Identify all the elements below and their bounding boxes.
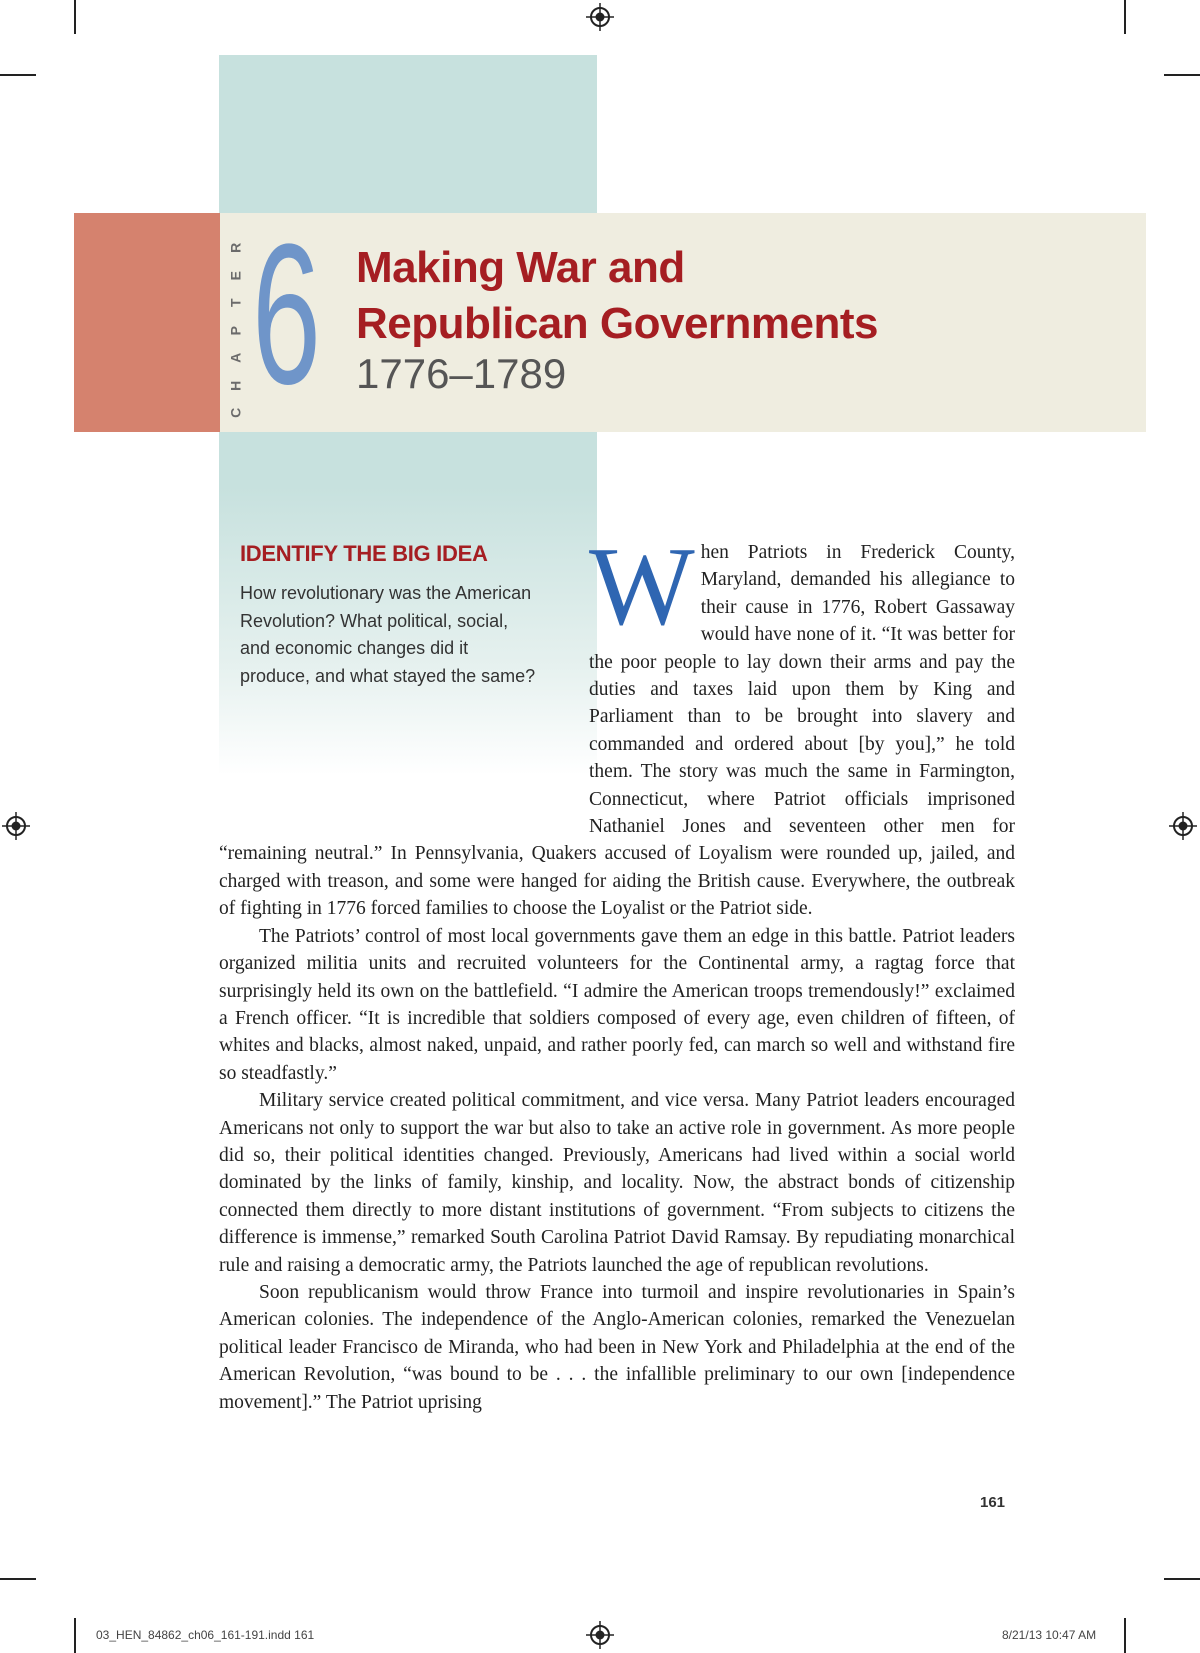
- chapter-title: [356, 240, 1116, 352]
- body-paragraph-4: Soon republicanism would throw France into turmoil and inspire revolutionaries in Spain’s American colonies. The independence of the Anglo-American colonies, remarked the Venezuelan political leader Francisco de Miranda, who had been in New York and Philadelphia at the end of the American Revolution, “was bound to be . . . the infallible preliminary to our own [independence movement].” The Patriot uprising: [219, 1281, 1015, 1413]
- registration-mark-icon: [2, 812, 30, 840]
- chapter-title-line-2: Republican Governments: [356, 299, 879, 348]
- chapter-label: [224, 234, 248, 427]
- chapter-label-letter: C: [227, 407, 244, 418]
- big-idea-heading: IDENTIFY THE BIG IDEA: [240, 541, 488, 566]
- slug-right: 8/21/13 10:47 AM: [1002, 1628, 1097, 1642]
- crop-mark-bottom-left-h: [0, 1578, 36, 1580]
- slug-left: 03_HEN_84862_ch06_161-191.indd 161: [96, 1628, 315, 1642]
- chapter-number: 6: [252, 203, 321, 426]
- body-paragraph-3: Military service created political commitment, and vice versa. Many Patriot leaders encouraged Americans not only to support the war but also to take an active role in government. As more people did so, their political identities changed. Previously, Americans had lived within a social world dominated by the links of family, kinship, and locality. Now, the abstract bonds of citizenship connected them directly to more distant institutions of government. “From subjects to citizens the difference is immense,” remarked South Carolina Patriot David Ramsay. By repudiating monarchical rule and raising a democratic army, the Patriots launched the age of republican revolutions.: [219, 1090, 1015, 1276]
- crop-mark-top-left-h: [0, 74, 36, 76]
- big-idea-text: How revolutionary was the American Revolution? What political, social, and economic changes did it produce, and what stayed the same?: [240, 583, 536, 686]
- crop-mark-bottom-right-v: [1124, 1618, 1126, 1653]
- salmon-accent-block: [74, 213, 220, 432]
- body-paragraph-1-text: hen Patriots in Frederick County, Maryland, demanded his allegiance to their cause in 1776, Robert Gassaway would have none of it. “It was better for the poor people to lay down their arms and pay the duties and taxes laid upon them by King and Parliament than to be brought into slavery and commanded and ordered about [by you],” he told them. The story was much the same in Farmington, Connecticut, where Patriot officials imprisoned Nathaniel Jones and seventeen other men for “remaining neutral.” In Pennsylvania, Quakers accused of Loyalism were rounded up, jailed, and charged with treason, and some were hanged for aiding the British cause. Everywhere, the outbreak of fighting in 1776 forced families to choose the Loyalist or the Patriot side.: [219, 542, 1015, 920]
- registration-mark-icon: [586, 1621, 614, 1649]
- chapter-label-letter: H: [227, 380, 244, 391]
- chapter-body: [219, 525, 1015, 1416]
- chapter-dates: 1776–1789: [356, 350, 567, 397]
- registration-mark-icon: [586, 3, 614, 31]
- sidebar-spacer: [219, 539, 589, 839]
- crop-mark-top-right-h: [1164, 74, 1200, 76]
- drop-cap: W: [589, 525, 695, 649]
- chapter-label-letter: R: [227, 242, 244, 253]
- crop-mark-bottom-right-h: [1164, 1578, 1200, 1580]
- chapter-label-letter: A: [227, 352, 244, 363]
- crop-mark-bottom-left-v: [74, 1618, 76, 1653]
- chapter-title-line-1: Making War and: [356, 243, 685, 292]
- page-number: 161: [980, 1494, 1006, 1511]
- chapter-label-letter: P: [227, 325, 244, 335]
- body-paragraph-2: The Patriots’ control of most local governments gave them an edge in this battle. Patriot leaders organized militia units and recruited volunteers for the Continental army, a ragtag force that surprisingly held its own on the battlefield. “I admire the American troops tremendously!” exclaimed a French officer. “It is incredible that soldiers composed of every age, even children of fifteen, of whites and blacks, almost naked, unpaid, and rather poorly fed, can march so well and withstand fire so steadfastly.”: [219, 925, 1015, 1084]
- chapter-label-letter: T: [227, 298, 244, 308]
- registration-mark-icon: [1169, 812, 1197, 840]
- chapter-label-letter: E: [227, 270, 244, 280]
- crop-mark-top-right-v: [1124, 0, 1126, 34]
- crop-mark-top-left-v: [74, 0, 76, 34]
